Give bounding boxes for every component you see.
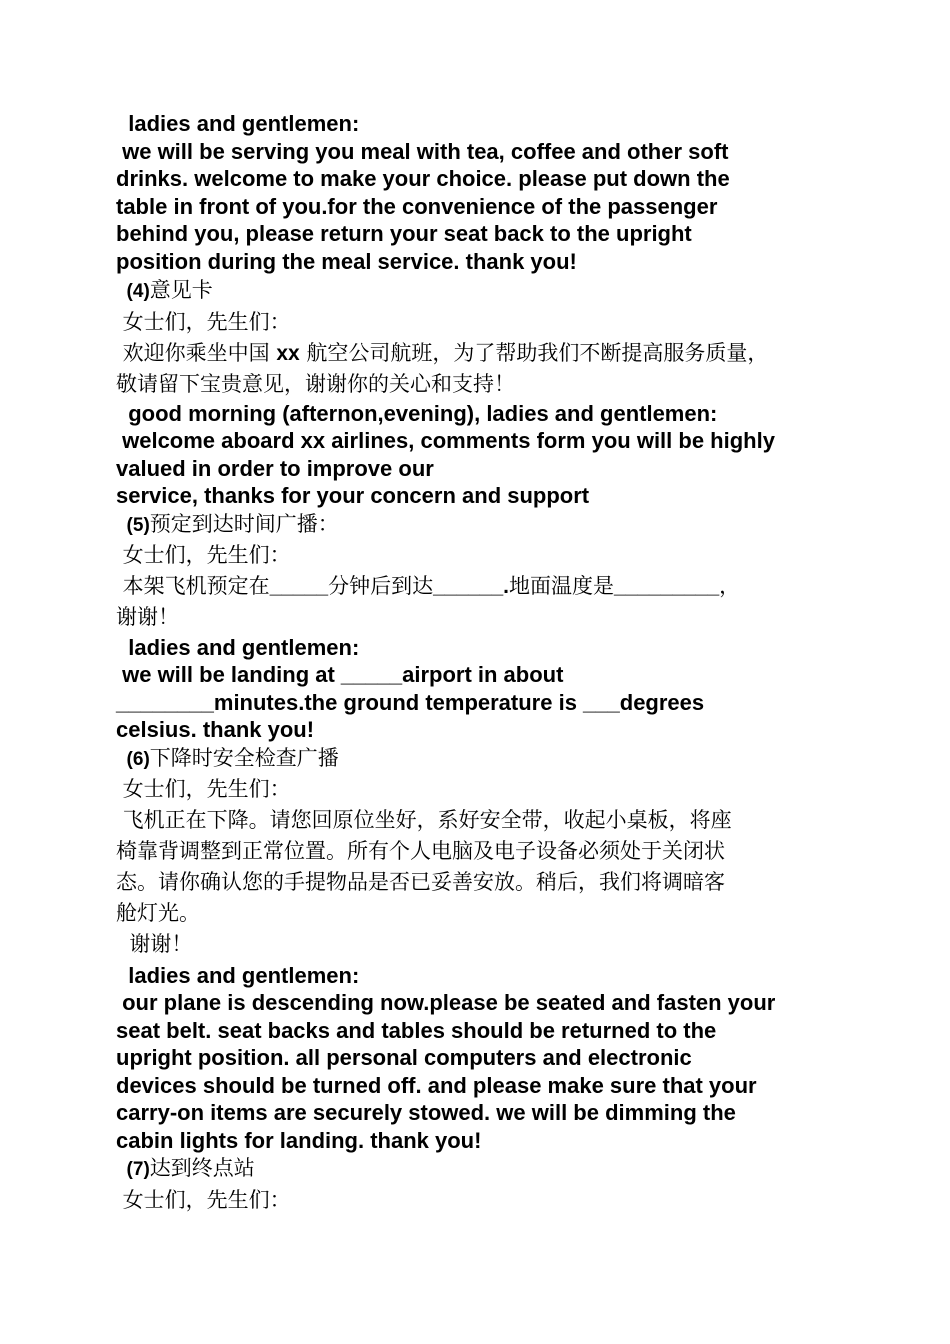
text-line: 椅靠背调整到正常位置。所有个人电脑及电子设备必须处于关闭状 [116,839,725,863]
text-line: position during the meal service. thank you! [116,249,577,274]
section-heading [116,744,876,774]
text-line: 谢谢！ [116,605,179,629]
text-line: 舱灯光。 [116,901,200,925]
text-line: drinks. welcome to make your choice. please put down the [116,166,730,191]
text-line: table in front of you.for the convenience of the passenger [116,194,718,219]
section-title: 下降时安全检查广播 [149,746,339,770]
text-line: seat belt. seat backs and tables should be returned to the [116,1018,717,1043]
text-line: 女士们，先生们： [116,310,291,334]
section-heading [116,510,876,540]
text-line: ________minutes.the ground temperature is ___degrees [116,690,705,715]
text-line: ladies and gentlemen: [116,111,360,136]
text-line: upright position. all personal computers and electronic [116,1045,692,1070]
text-line: 谢谢！ [116,932,193,956]
blank-underline: ______. [433,575,510,598]
text-line: devices should be turned off. and please make sure that your [116,1073,757,1098]
text-line: ladies and gentlemen: [116,963,360,988]
text-segment: 欢迎你乘坐中国 [116,341,277,365]
text-line [116,339,876,368]
text-line: we will be serving you meal with tea, coffee and other soft [116,139,729,164]
text-line: 敬请留下宝贵意见，谢谢你的关心和支持！ [116,372,515,396]
text-line: valued in order to improve our [116,456,434,481]
text-line: carry-on items are securely stowed. we will be dimming the [116,1100,736,1125]
section-heading [116,276,876,306]
text-segment: 航空公司航班，为了帮助我们不断提高服务质量， [299,341,769,365]
section-title: 达到终点站 [149,1156,255,1180]
text-line: service, thanks for your concern and support [116,483,590,508]
section-title: 意见卡 [149,278,213,302]
section-number: (5) [116,515,150,536]
text-line: we will be landing at _____airport in about [116,662,564,687]
section-title: 预定到达时间广播： [149,512,339,536]
section-number: (4) [116,281,150,302]
text-line [116,572,876,601]
blank-underline: _________ [614,575,720,598]
text-line: 女士们，先生们： [116,543,291,567]
section-heading [116,1154,876,1184]
text-line: celsius. thank you! [116,717,315,742]
text-segment: ， [719,574,741,598]
text-line: ladies and gentlemen: [116,635,360,660]
text-line: 女士们，先生们： [116,1188,291,1212]
text-line: good morning (afternon,evening), ladies and gentlemen: [116,401,718,426]
text-line: cabin lights for landing. thank you! [116,1128,482,1153]
text-line: behind you, please return your seat back to the upright [116,221,692,246]
blank-underline: _____ [269,575,329,598]
text-line: 女士们，先生们： [116,777,291,801]
text-line: 态。请你确认您的手提物品是否已妥善安放。稍后，我们将调暗客 [116,870,725,894]
text-line: welcome aboard xx airlines, comments form you will be highly [116,428,775,453]
text-segment: 本架飞机预定在 [116,574,270,598]
text-segment: 地面温度是 [509,574,615,598]
text-segment: xx [276,342,300,365]
text-segment: 分钟后到达 [328,574,434,598]
text-line: our plane is descending now.please be seated and fasten your [116,990,776,1015]
text-line: 飞机正在下降。请您回原位坐好，系好安全带，收起小桌板，将座 [116,808,732,832]
section-number: (6) [116,749,150,770]
section-number: (7) [116,1159,150,1180]
